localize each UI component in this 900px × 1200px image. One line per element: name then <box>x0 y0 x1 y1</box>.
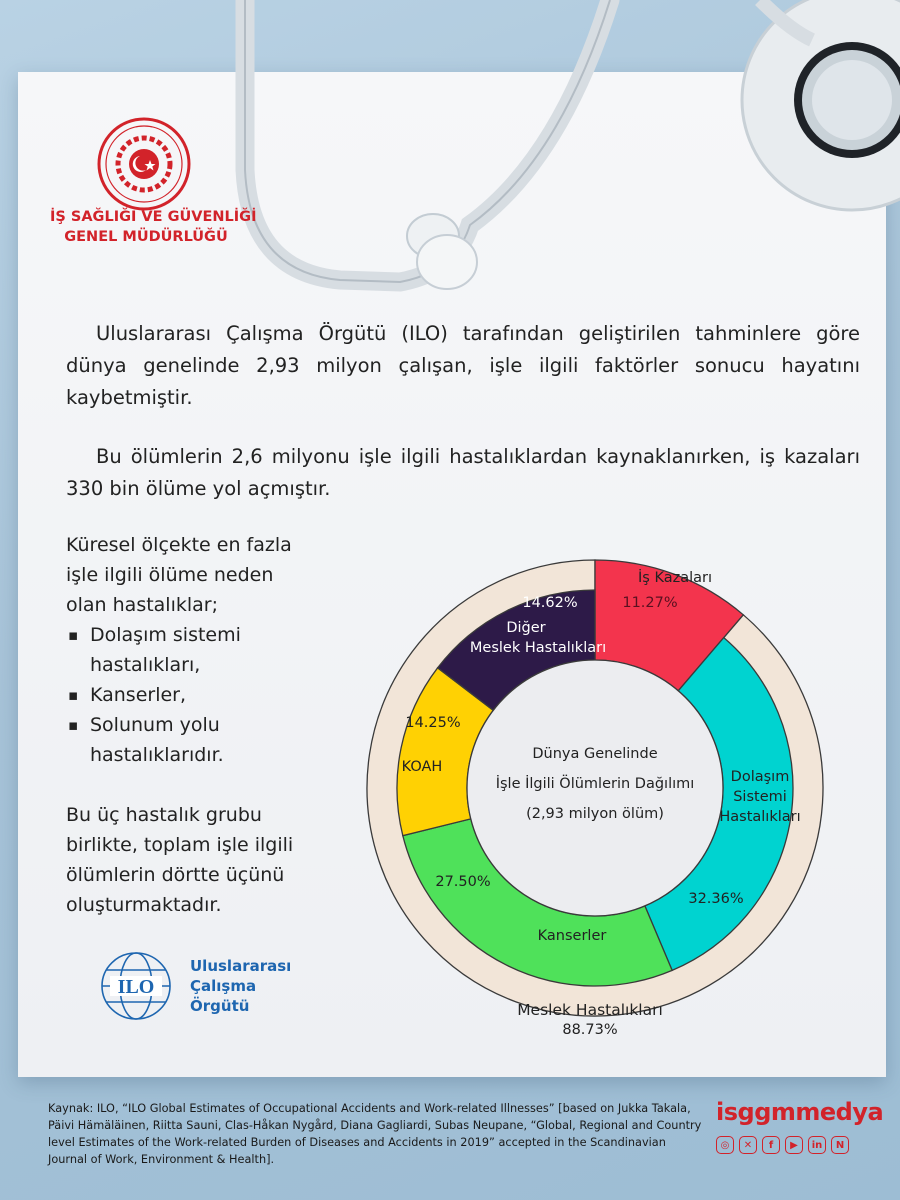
slice-value-1: 11.27% <box>622 595 678 611</box>
brand-name: isggmmedya <box>716 1098 884 1126</box>
ilo-name-line2: Çalışma <box>190 977 257 995</box>
chart-subtitle: İşle İlgili Ölümlerin Dağılımı <box>495 776 695 792</box>
slice-label-5: Diğer <box>506 620 546 636</box>
slice-label-5: Meslek Hastalıkları <box>469 640 607 656</box>
list-item: ▪ Solunum yolu hastalıklarıdır. <box>66 710 316 770</box>
ministry-seal-icon <box>96 116 192 212</box>
ilo-logo-icon <box>96 948 176 1024</box>
slice-label-2: Dolaşım <box>730 769 790 785</box>
facebook-icon[interactable]: f <box>762 1136 780 1154</box>
chart-note: (2,93 milyon ölüm) <box>526 806 664 822</box>
ilo-logo-text: ILO <box>117 976 155 998</box>
diseases-list <box>66 620 316 770</box>
ilo-name-line1: Uluslararası <box>190 957 292 975</box>
slice-value-3: 27.50% <box>435 874 491 890</box>
slice-label-2: Sistemi <box>733 789 787 805</box>
slice-label-3: Kanserler <box>537 928 607 944</box>
org-title-line1: İŞ SAĞLIĞI VE GÜVENLİĞİ <box>50 209 257 225</box>
closing-text: Bu üç hastalık grubu birlikte, toplam işle ilgili ölümlerin dörtte üçünü oluşturmaktadır. <box>66 804 294 916</box>
slice-label-2: Hastalıkları <box>719 809 801 825</box>
slice-value-2: 32.36% <box>688 891 744 907</box>
diseases-list-block <box>66 530 316 770</box>
slice-value-4: 14.25% <box>405 715 461 731</box>
social-icons <box>716 1136 876 1154</box>
diseases-lead: Küresel ölçekte en fazla işle ilgili ölüme neden olan hastalıklar; <box>66 534 292 616</box>
intro-paragraph-1: Uluslararası Çalışma Örgütü (ILO) tarafından geliştirilen tahminlere göre dünya genelinde 2,93 milyon çalışan, işle ilgili faktörler sonucu hayatını kaybetmiştir. <box>66 322 860 409</box>
slice-label-4: KOAH <box>401 759 443 775</box>
outer-ring-value: 88.73% <box>562 1022 618 1038</box>
deaths-distribution-chart <box>350 520 830 1050</box>
ilo-name <box>190 956 291 1016</box>
youtube-icon[interactable]: ▶ <box>785 1136 803 1154</box>
slice-label-1: İş Kazaları <box>638 570 712 586</box>
linkedin-icon[interactable]: in <box>808 1136 826 1154</box>
chart-title: Dünya Genelinde <box>532 746 658 762</box>
instagram-icon[interactable]: ◎ <box>716 1136 734 1154</box>
x-icon[interactable]: ✕ <box>739 1136 757 1154</box>
outer-ring-label: Meslek Hastalıkları <box>517 1001 663 1019</box>
intro-paragraph-2: Bu ölümlerin 2,6 milyonu işle ilgili hastalıklardan kaynaklanırken, iş kazaları 330 bin ölüme yol açmıştır. <box>66 445 860 500</box>
slice-value-5: 14.62% <box>522 595 578 611</box>
list-item: ▪ Kanserler, <box>66 680 316 710</box>
list-item: ▪ Dolaşım sistemi hastalıkları, <box>66 620 316 680</box>
source-citation: Kaynak: ILO, “ILO Global Estimates of Occupational Accidents and Work-related Illnesses” [based on Jukka Takala, Päivi Hämäläinen, Riitta Sauni, Clas-Håkan Nygård, Diana Gagliardi, Subas Neupane, “Global, Regional and Country level Estimates of the Work-related Burden of Diseases and Accidents in 2019” accepted in the Scandinavian Journal of Work, Environment & Health]. <box>48 1102 702 1166</box>
brand-block <box>716 1098 884 1154</box>
ilo-name-line3: Örgütü <box>190 997 250 1015</box>
org-title-line2: GENEL MÜDÜRLÜĞÜ <box>64 229 228 245</box>
nsosyal-icon[interactable]: N <box>831 1136 849 1154</box>
org-title <box>50 207 257 247</box>
